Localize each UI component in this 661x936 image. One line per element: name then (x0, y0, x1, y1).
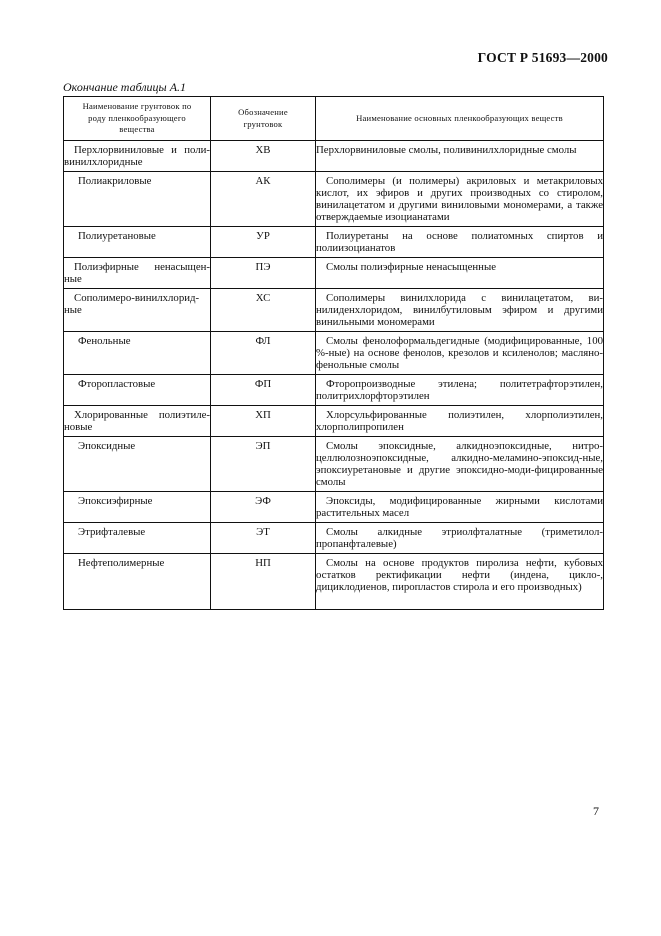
row-name: Этрифталевые (64, 523, 211, 554)
row-description: Смолы полиэфирные ненасыщенные (316, 258, 604, 289)
row-code: ХС (211, 289, 316, 332)
row-name: Эпоксиэфирные (64, 492, 211, 523)
table-row (64, 375, 604, 406)
table-row (64, 289, 604, 332)
row-code: ФЛ (211, 332, 316, 375)
table-row (64, 258, 604, 289)
row-name: Перхлорвиниловые и поли-винилхлоридные (64, 141, 211, 172)
table-row (64, 437, 604, 492)
column-header-description: Наименование основных пленкообразующих веществ (316, 97, 604, 141)
row-name: Эпоксидные (64, 437, 211, 492)
row-description: Хлорсульфированные полиэтилен, хлорполиэтилен, хлорполипропилен (316, 406, 604, 437)
table-row (64, 492, 604, 523)
row-description: Смолы на основе продуктов пиролиза нефти, кубовых остатков ректификации нефти (индена, цикло-, дициклодиенов, пиропластов стирола и его производных) (316, 554, 604, 610)
row-description: Смолы алкидные этриолфталатные (триметилол-пропанфталевые) (316, 523, 604, 554)
row-code: ХП (211, 406, 316, 437)
materials-table (63, 96, 604, 610)
row-code: ЭФ (211, 492, 316, 523)
row-code: ФП (211, 375, 316, 406)
row-description: Смолы эпоксидные, алкидноэпоксидные, нитро-целлюлозноэпоксидные, алкидно-меламино-эпоксид-ные, эпоксиуретановые и другие эпоксидно-моди-фицированные смолы (316, 437, 604, 492)
row-name: Сополимеро-винилхлорид-ные (64, 289, 211, 332)
row-code: ПЭ (211, 258, 316, 289)
row-name: Хлорированные полиэтиле-новые (64, 406, 211, 437)
row-description: Полиуретаны на основе полиатомных спиртов и полиизоцианатов (316, 227, 604, 258)
table-row (64, 172, 604, 227)
row-name: Полиэфирные ненасыщен-ные (64, 258, 211, 289)
row-description: Перхлорвиниловые смолы, поливинилхлоридные смолы (316, 141, 604, 172)
row-name: Полиакриловые (64, 172, 211, 227)
table-row (64, 141, 604, 172)
row-name: Фенольные (64, 332, 211, 375)
row-code: НП (211, 554, 316, 610)
table-row (64, 523, 604, 554)
row-name: Фторопластовые (64, 375, 211, 406)
table-row (64, 406, 604, 437)
row-code: ЭП (211, 437, 316, 492)
row-description: Эпоксиды, модифицированные жирными кислотами растительных масел (316, 492, 604, 523)
row-code: ХВ (211, 141, 316, 172)
row-description: Фторопроизводные этилена; политетрафторэтилен, политрихлорфторэтилен (316, 375, 604, 406)
page-number: 7 (593, 804, 599, 818)
table-header-row (64, 97, 604, 141)
row-name: Нефтеполимерные (64, 554, 211, 610)
row-code: ЭТ (211, 523, 316, 554)
row-description: Сополимеры (и полимеры) акриловых и метакриловых кислот, их эфиров и других производных со стиролом, винилацетатом и другими виниловыми мономерами, а также отверждаемые изоцианатами (316, 172, 604, 227)
table-row (64, 332, 604, 375)
row-code: АК (211, 172, 316, 227)
table-row (64, 554, 604, 610)
column-header-name: Наименование грунтовок по роду пленкообразующего вещества (64, 97, 211, 141)
row-name: Полиуретановые (64, 227, 211, 258)
row-code: УР (211, 227, 316, 258)
column-header-code: Обозначение грунтовок (211, 97, 316, 141)
table-row (64, 227, 604, 258)
document-header: ГОСТ Р 51693—2000 (477, 50, 608, 65)
table-caption: Окончание таблицы А.1 (63, 80, 187, 94)
row-description: Смолы фенолоформальдегидные (модифицированные, 100 %-ные) на основе фенолов, крезолов и ксиленолов; масляно-фенольные смолы (316, 332, 604, 375)
row-description: Сополимеры винилхлорида с винилацетатом, ви-нилиденхлоридом, винилбутиловым эфиром и другими винильными мономерами (316, 289, 604, 332)
